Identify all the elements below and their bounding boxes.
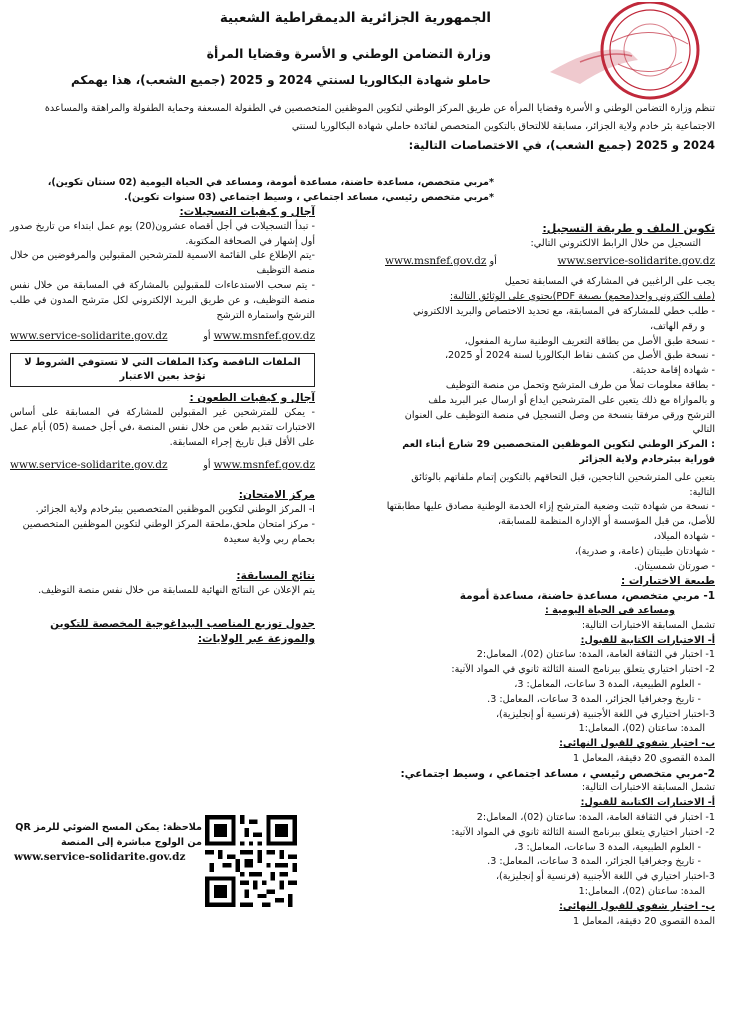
oral-exam-duration: المدة القصوى 20 دقيقة، المعامل 1: [573, 915, 715, 927]
service-solidarite-link[interactable]: www.service-solidarite.gov.dz: [557, 254, 715, 267]
service-solidarite-link[interactable]: www.service-solidarite.gov.dz: [10, 330, 168, 343]
exam-center-title: مركز الامتحان:: [238, 489, 315, 502]
group1-title-cont: ومساعد في الحياة اليومية :: [544, 604, 675, 616]
mailing-address: : المركز الوطني لتكوين الموظفين المتخصصين 29 شارع أبناء العم قوراية ببئرخادم ولاية الجزائر: [402, 439, 715, 465]
or-text: أو: [203, 460, 211, 472]
registration-rule: - تبدأ التسجيلات في أجل أقصاه عشرون(20) يوم عمل ابتداء من تاريخ صدور أول إشهار في الصحافة المكتوبة.: [10, 220, 315, 247]
success-doc: - شهادتان طبيتان (عامة، و صدرية)،: [574, 545, 715, 557]
success-doc: - شهادة الميلاد،: [653, 530, 715, 542]
appeals-title: آجال و كيفيات الطعون :: [189, 392, 315, 405]
exam-nature-title: طبيعة الاختبارات :: [621, 575, 715, 588]
written-exams-title: أ- الاختبارات الكتابية للقبول:: [580, 634, 715, 646]
msnfef-link[interactable]: www.msnfef.gov.dz: [213, 459, 315, 472]
register-instruction: التسجيل من خلال الرابط الالكتروني التالي:: [530, 237, 701, 249]
doc-item: و رقم الهاتف،: [650, 320, 705, 332]
registration-links-left: [10, 329, 315, 345]
exam-includes: تشمل المسابقة الاختبارات التالية:: [581, 619, 715, 631]
or-text: أو: [203, 331, 211, 343]
registration-links: [385, 254, 715, 270]
exam-item: المدة: ساعتان (02)، المعامل:1: [578, 886, 705, 898]
appeal-links: [10, 458, 315, 474]
file-section-title: تكوين الملف و طريقة التسجيل:: [542, 222, 715, 235]
registration-title: آجال و كيفيات التسجيلات:: [179, 206, 315, 218]
specialties-list: [24, 175, 494, 205]
doc-item: - نسخة طبق الأصل من بطاقة التعريف الوطنية سارية المفعول،: [464, 335, 715, 347]
exam-item: 2- اختبار اختياري يتعلق ببرنامج السنة الثالثة ثانوي في المواد الآتية:: [451, 664, 715, 676]
exam-item: - تاريخ وجغرافيا الجزائر، المدة 3 ساعات، المعامل: 3.: [487, 856, 701, 868]
intro-years: 2024 و 2025 (جميع الشعب)، في الاختصاصات التالية:: [408, 138, 715, 152]
doc-item: - شهادة إقامة حديثة.: [632, 365, 715, 377]
written-exams-title: أ- الاختبارات الكتابية للقبول:: [580, 797, 715, 809]
qr-note: [14, 820, 202, 865]
group1-title: 1- مربي متخصص، مساعدة حاضنة، مساعدة أمومة: [459, 590, 715, 603]
upload-instruction: يجب على الراغبين في المشاركة في المسابقة تحميل: [504, 276, 715, 288]
qr-note-text: ملاحظة: يمكن المسح الضوئي للرمز QR من الولوج مباشرة إلى المنصة: [15, 822, 202, 848]
exam-item: - تاريخ وجغرافيا الجزائر، المدة 3 ساعات، المعامل: 3.: [487, 693, 701, 705]
exam-center-item: I- المركز الوطني لتكوين الموظفين المتخصصين ببئرخادم ولاية الجزائر.: [35, 503, 315, 515]
msnfef-link[interactable]: www.msnfef.gov.dz: [385, 254, 487, 267]
intro-paragraph: [15, 100, 715, 155]
republic-title: الجمهورية الجزائرية الديمقراطية الشعبية: [219, 10, 491, 26]
doc-item: و بالموازاة مع ذلك يتعين على المترشحين ايداع أو ارسال عبر البريد ملف: [428, 394, 715, 406]
exam-item: - العلوم الطبيعية، المدة 3 ساعات، المعامل: 3،: [514, 678, 701, 690]
exam-item: 1- اختبار في الثقافة العامة، المدة: ساعتان (02)، المعامل:2: [476, 812, 715, 824]
qr-code[interactable]: [205, 815, 297, 907]
results-title: نتائج المسابقة:: [236, 570, 315, 583]
msnfef-link[interactable]: www.msnfef.gov.dz: [213, 330, 315, 343]
oral-exam-duration: المدة القصوى 20 دقيقة، المعامل 1: [573, 752, 715, 764]
exam-includes: تشمل المسابقة الاختبارات التالية:: [581, 782, 715, 794]
exam-item: - العلوم الطبيعية، المدة 3 ساعات، المعامل: 3،: [514, 841, 701, 853]
exam-item: 2- اختبار اختياري يتعلق ببرنامج السنة الثالثة ثانوي في المواد الآتية:: [451, 826, 715, 838]
qr-note-link[interactable]: www.service-solidarite.gov.dz: [14, 851, 186, 863]
registration-rule: -يتم الإطلاع على القائمة الاسمية للمترشحين المقبولين والمرفوضين من خلال منصة التوظيف: [10, 250, 315, 277]
exam-center-item: - مركز امتحان ملحق،ملحقة المركز الوطني لتكوين الموظفين المتخصصين بحمام ربي ولاية سعيدة: [22, 518, 315, 545]
service-solidarite-link[interactable]: www.service-solidarite.gov.dz: [10, 459, 168, 472]
registration-rule: - يتم سحب الاستدعاءات للمقبولين بالمشاركة في المسابقة من خلال نفس منصة التوظيف، و عن طريق البريد الإلكتروني لكل مترشح المدون في طلب الترشح واستمارة الترشح: [10, 279, 315, 321]
doc-item: - طلب خطي للمشاركة في المسابقة، مع تحديد الاختصاص والبريد الالكتروني: [412, 305, 715, 317]
exam-item: 3-اختبار اختياري في اللغة الأجنبية (فرنسية أو إنجليزية)،: [495, 871, 715, 883]
specialty-2: *مربي متخصص رئيسي، مساعد اجتماعي ، وسيط اجتماعي (03 سنوات تكوين).: [123, 192, 494, 203]
exam-item: 1- اختبار في الثقافة العامة، المدة: ساعتان (02)، المعامل:2: [476, 649, 715, 661]
intro-text: تنظم وزارة التضامن الوطني و الأسرة وقضايا المرأة عن طريق المركز الوطني لتكوين الموظفين المتخصصين في الطفولة المسعفة وحماية الطفولة والمراهقة والمساعدة الاجتماعية بئر خادم ولاية الجزائر، مسابقة للالتحاق بالتكوين المتخصص لفائدة حاملي شهادة البكالوريا لسنتي: [44, 103, 715, 132]
results-text: يتم الإعلان عن النتائج النهائية للمسابقة من خلال نفس منصة التوظيف.: [38, 585, 315, 597]
oral-exam-title: ب- اختبار شفوي للقبول النهائي:: [559, 738, 715, 750]
or-text: أو: [489, 255, 497, 267]
doc-item: - بطاقة معلومات تملأ من طرف المترشح وتحمل من منصة التوظيف: [445, 379, 715, 391]
exam-item: المدة: ساعتان (02)، المعامل:1: [578, 723, 705, 735]
left-column: [10, 205, 315, 647]
exam-item: 3-اختبار اختياري في اللغة الأجنبية (فرنسية أو إنجليزية)،: [495, 708, 715, 720]
oral-exam-title: ب- اختبار شفوي للقبول النهائي:: [559, 900, 715, 912]
success-instruction: يتعين على المترشحين الناجحين، قبل التحاقهم بالتكوين إتمام ملفاتهم بالوثائق التالية:: [411, 471, 715, 498]
right-column: [385, 222, 715, 929]
doc-item: الترشح ورقي مرفقا بنسخة من وصل التسجيل في منصة التوظيف على العنوان التالي: [404, 409, 715, 436]
pdf-instruction: (ملف الكتروني واحد(مجمع) بصيغة PDF)يحتوي على الوثائق التالية:: [449, 291, 715, 303]
incomplete-files-notice: الملفات الناقصة وكذا الملفات التي لا تستوفي الشروط لا تؤخذ بعين الاعتبار: [10, 353, 315, 387]
table-title: جدول توزيع المناصب البيداغوجية المخصصة للتكوين والموزعة عبر الولايات:: [50, 617, 315, 645]
group2-title: 2-مربي متخصص رئيسي ، مساعد اجتماعي ، وسيط اجتماعي:: [400, 767, 715, 780]
success-doc: - نسخة من شهادة تثبت وضعية المترشح إزاء الخدمة الوطنية مصادق عليها مطابقتها للأصل، من قبل المؤسسة أو الإدارة المنظمة للمسابقة،: [386, 501, 715, 528]
ministry-title: وزارة التضامن الوطني و الأسرة وقضايا المرأة: [206, 46, 491, 61]
appeals-rule: - يمكن للمترشحين غير المقبولين للمشاركة في المسابقة على أساس الاختبارات تقديم طعن من خلال نفس المنصة ،في أجل خمسة (05) أيام عمل على الأقل قبل تاريخ إجراء المسابقة.: [10, 406, 315, 448]
target-audience: حاملو شهادة البكالوريا لسنتي 2024 و 2025 (جميع الشعب)، هذا يهمكم: [71, 73, 491, 87]
success-doc: - صورتان شمسيتان.: [634, 560, 715, 572]
doc-item: - نسخة طبق الأصل من كشف نقاط البكالوريا لسنة 2024 أو 2025،: [444, 350, 715, 362]
specialty-1: *مربي متخصص، مساعدة حاضنة، مساعدة أمومة، ومساعد في الحياة اليومية (02 سنتان تكوين)،: [47, 177, 494, 188]
official-stamp: [520, 2, 720, 112]
